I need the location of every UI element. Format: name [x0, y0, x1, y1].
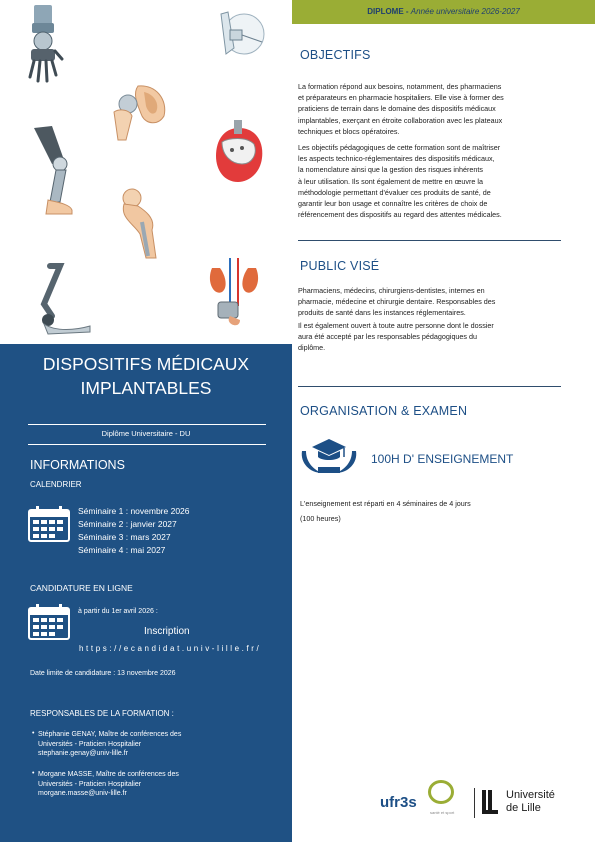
graduation-cap-icon [298, 437, 360, 477]
text-line: Pharmaciens, médecins, chirurgiens-dentistes, internes en [298, 286, 485, 295]
text-line: et préparateurs en pharmacie hospitaliers. Elle vise à former des [298, 93, 504, 103]
diploma-header-band [292, 0, 595, 24]
text-line: praticiens de terrain dans le domaine des dispositifs médicaux [298, 104, 496, 114]
text-line: techniques et blocs opératoires. [298, 126, 400, 136]
university-name-line-2: de Lille [506, 802, 541, 814]
informations-heading: INFORMATIONS [30, 458, 125, 472]
objectifs-title: OBJECTIFS [300, 48, 371, 62]
hours-detail: L'enseignement est réparti en 4 séminaires de 4 jours [300, 499, 471, 508]
text-line: référencement des dispositifs au regard des attentes médicales. [298, 210, 502, 220]
calendrier-heading: CALENDRIER [30, 480, 82, 489]
divider [298, 386, 561, 387]
text-line: à leur utilisation. Ils sont également de mettre en œuvre la [298, 176, 483, 186]
seminar-item: Séminaire 3 : mars 2027 [78, 532, 171, 542]
prosthetic-hand-icon [22, 5, 64, 83]
calendar-icon [28, 604, 70, 640]
shoulder-implant-icon [108, 82, 170, 142]
public-paragraph-2 [298, 320, 561, 354]
text-line: la nomenclature ainsi que la gestion des risques inhérents [298, 165, 483, 175]
header-year: Année universitaire 2026-2027 [410, 7, 520, 16]
text-line: méthodologie permettant d'évaluer ces produits de santé, de [298, 187, 491, 197]
bullet: • [32, 770, 35, 777]
diploma-title-line-1: DISPOSITIFS MÉDICAUX [42, 354, 250, 374]
inscription-url-link[interactable]: https://ecandidat.univ-lille.fr/ [79, 644, 262, 653]
candidature-start-date: à partir du 1er avril 2026 : [78, 608, 158, 615]
responsable-1-line: Universités - Praticien Hospitalier [38, 740, 142, 748]
responsable-2-line: Morgane MASSE, Maître de conférences des [38, 771, 179, 778]
text-line: Il est également ouvert à toute autre personne dont le dossier [298, 321, 494, 330]
hours-label: 100H D' ENSEIGNEMENT [371, 452, 514, 466]
text-line: aura été accepté par les responsables pédagogiques du [298, 332, 478, 342]
text-line: pharmacie, médecine et chirurgie dentaire. Responsables des [298, 297, 496, 307]
universite-lille-logo [482, 788, 572, 820]
diploma-title-line-2: IMPLANTABLES [80, 378, 212, 398]
ufr3s-logo [378, 780, 460, 820]
text-line: diplôme. [298, 343, 326, 353]
text-line: Les objectifs pédagogiques de cette formation sont de maîtriser [298, 143, 501, 152]
divider [28, 424, 266, 425]
responsable-1 [38, 730, 181, 759]
ufr3s-logo-text: ufr3s [380, 794, 417, 811]
seminar-item: Séminaire 1 : novembre 2026 [78, 506, 190, 516]
responsable-2-line: Universités - Praticien Hospitalier [38, 780, 142, 788]
responsable-2 [38, 770, 179, 799]
text-line: garantir leur bon usage et connaître les critères de choix de [298, 199, 488, 209]
text-line: produits de santé dans les instances réglementaires. [298, 308, 466, 318]
bullet: • [32, 730, 35, 737]
objectifs-paragraph-1 [298, 81, 561, 137]
kidney-icon [206, 258, 262, 330]
info-panel [0, 344, 292, 842]
seminar-item: Séminaire 2 : janvier 2027 [78, 519, 177, 529]
university-name-line-1: Université [506, 789, 555, 801]
header-prefix: DIPLOME - [367, 7, 411, 16]
diploma-subtitle: Diplôme Universitaire - DU [101, 429, 191, 438]
responsable-2-email[interactable]: morgane.masse@univ-lille.fr [38, 790, 127, 797]
logo-separator [474, 788, 475, 818]
leg-prosthesis-icon [30, 124, 92, 216]
organisation-title: ORGANISATION & EXAMEN [300, 404, 468, 418]
hours-detail-total: (100 heures) [300, 514, 341, 523]
divider [298, 240, 561, 241]
seminar-item: Séminaire 4 : mai 2027 [78, 545, 166, 555]
text-line: implantables, exerçant en étroite collaboration avec les plateaux [298, 115, 503, 125]
divider [28, 444, 266, 445]
ufr3s-logo-subtext: santé et sport [430, 810, 455, 815]
inscription-link-label[interactable]: Inscription [144, 626, 190, 637]
responsable-1-line: Stéphanie GENAY, Maître de conférences des [38, 731, 182, 738]
responsable-1-email[interactable]: stephanie.genay@univ-lille.fr [38, 750, 128, 757]
responsables-heading: RESPONSABLES DE LA FORMATION : [30, 709, 174, 718]
pacemaker-icon [212, 120, 266, 186]
text-line: La formation répond aux besoins, notamment, des pharmaciens [298, 82, 502, 91]
ocular-implant-icon [216, 8, 266, 60]
candidature-heading: CANDIDATURE EN LIGNE [30, 583, 133, 593]
public-paragraph-1 [298, 285, 561, 319]
objectifs-paragraph-2 [298, 142, 561, 220]
application-deadline: Date limite de candidature : 13 novembre 2026 [30, 670, 176, 677]
calendar-icon [28, 506, 70, 542]
hip-implant-icon [116, 188, 164, 262]
illustrations [0, 0, 292, 344]
text-line: les aspects technico-réglementaires des dispositifs médicaux, [298, 154, 495, 164]
public-title: PUBLIC VISÉ [300, 259, 380, 273]
foot-prosthesis-icon [30, 262, 96, 338]
